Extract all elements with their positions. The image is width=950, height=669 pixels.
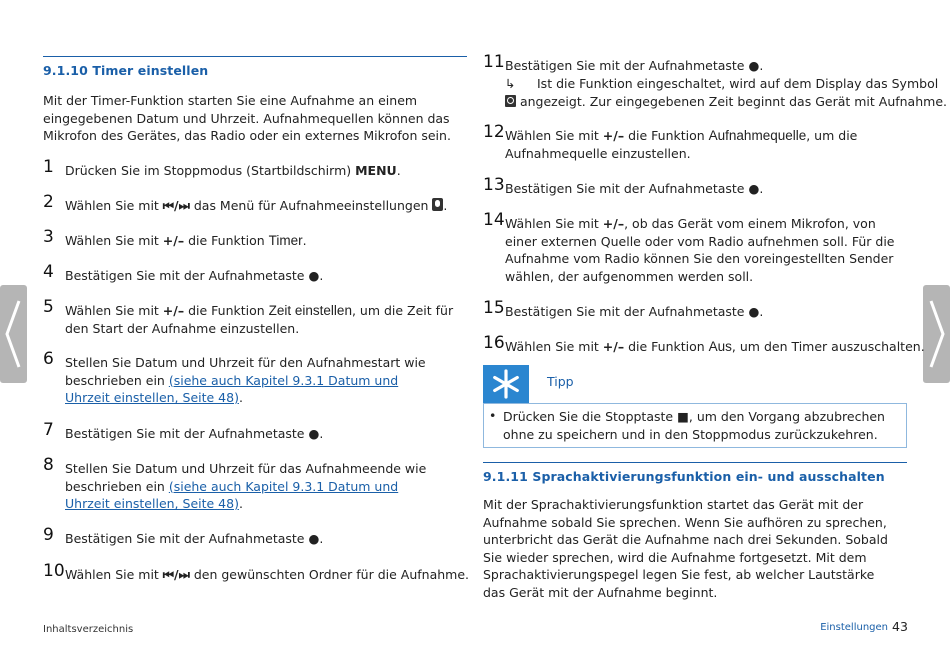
mic-settings-icon bbox=[432, 198, 443, 211]
chapter-name: Einstellungen bbox=[820, 622, 888, 633]
timer-intro: Mit der Timer-Funktion starten Sie eine Aufnahme an einem eingegebenen Datum und Uhrzeit. Aufnahmequellen können das Mikrofon des Gerätes, das Radio oder ein externes Mikrofon sein. bbox=[43, 93, 451, 143]
step-result: Ist die Funktion eingeschaltet, wird auf dem Display das Symbol bbox=[537, 76, 939, 91]
step-text: die Funktion bbox=[184, 303, 269, 318]
plus-minus-keys: +/– bbox=[602, 339, 625, 354]
step-number: 8 bbox=[43, 455, 54, 475]
step-text: . bbox=[759, 181, 764, 196]
step-number: 7 bbox=[43, 420, 54, 440]
tip-header bbox=[483, 365, 907, 403]
step-text: . bbox=[759, 58, 764, 73]
step-number: 16 bbox=[483, 333, 505, 353]
step-number: 2 bbox=[43, 192, 54, 212]
step-number: 14 bbox=[483, 210, 505, 230]
record-key-icon: ● bbox=[748, 304, 760, 319]
step-11 bbox=[483, 52, 947, 111]
step-number: 6 bbox=[43, 349, 54, 369]
step-number: 12 bbox=[483, 122, 505, 142]
step-number: 13 bbox=[483, 175, 505, 195]
timer-display-icon bbox=[505, 95, 516, 107]
plus-minus-keys: +/– bbox=[162, 303, 185, 318]
step-14 bbox=[483, 210, 907, 287]
step-number: 15 bbox=[483, 298, 505, 318]
link-date-time-chapter[interactable]: (siehe auch Kapitel 9.3.1 Datum und Uhrzeit einstellen, Seite 48) bbox=[65, 372, 399, 405]
step-number: 5 bbox=[43, 297, 54, 317]
record-key-icon: ● bbox=[308, 531, 320, 546]
step-text: . bbox=[302, 233, 307, 248]
step-text: Wählen Sie mit bbox=[505, 128, 603, 143]
step-result-cont bbox=[505, 93, 947, 111]
section-title-timer: 9.1.10 Timer einstellen bbox=[43, 63, 209, 78]
function-name: Aus bbox=[708, 339, 732, 354]
section-title-voice-activation: 9.1.11 Sprachaktivierungsfunktion ein- und ausschalten bbox=[483, 469, 885, 484]
next-page-arrow-icon bbox=[927, 299, 946, 369]
step-text: Wählen Sie mit bbox=[65, 303, 163, 318]
prev-page-tab[interactable] bbox=[0, 285, 27, 383]
step-text: , ob das Gerät vom einem Mikrofon, von einer externen Quelle oder vom Radio aufnehmen soll. Für die Aufnahme vom Radio können Sie den voreingestellten Sender wählen, der aufgenommen werden soll. bbox=[505, 216, 895, 284]
tip-text bbox=[503, 408, 900, 443]
step-text: . bbox=[319, 426, 324, 441]
tip-text-part: , um den Vorgang abzubrechen ohne zu speichern und in den Stoppmodus zurückzukehren. bbox=[503, 409, 885, 442]
step-text: . bbox=[238, 390, 243, 405]
tip-box bbox=[483, 365, 907, 448]
prev-page-arrow-icon bbox=[4, 299, 23, 369]
step-text: , um die Aufnahmequelle einzustellen. bbox=[505, 128, 858, 161]
step-text: Bestätigen Sie mit der Aufnahmetaste bbox=[65, 268, 309, 283]
step-8 bbox=[43, 455, 467, 515]
menu-key: MENU bbox=[355, 163, 397, 178]
stop-key-icon: ■ bbox=[677, 409, 689, 424]
step-6 bbox=[43, 349, 467, 409]
function-name: Aufnahmequelle bbox=[708, 128, 807, 143]
step-text: . bbox=[319, 531, 324, 546]
step-text: , um die Zeit für den Start der Aufnahme einzustellen. bbox=[65, 303, 454, 336]
step-text: angezeigt. Zur eingegebenen Zeit beginnt das Gerät mit Aufnahme. bbox=[516, 94, 947, 109]
step-number: 11 bbox=[483, 52, 505, 72]
step-text: . bbox=[396, 163, 401, 178]
next-page-tab[interactable] bbox=[923, 285, 950, 383]
skip-keys: ⏮/⏭ bbox=[162, 567, 190, 582]
step-text: Wählen Sie mit bbox=[65, 233, 163, 248]
step-5 bbox=[43, 297, 467, 338]
record-key-icon: ● bbox=[308, 426, 320, 441]
tip-body bbox=[483, 403, 907, 448]
step-text: Wählen Sie mit bbox=[65, 567, 163, 582]
step-text: die Funktion bbox=[624, 339, 709, 354]
plus-minus-keys: +/– bbox=[162, 233, 185, 248]
function-name: Zeit einstellen bbox=[268, 303, 352, 318]
tip-bullet: • bbox=[489, 408, 497, 423]
step-text: die Funktion bbox=[624, 128, 709, 143]
step-text: Bestätigen Sie mit der Aufnahmetaste bbox=[505, 58, 749, 73]
step-text: Wählen Sie mit bbox=[505, 339, 603, 354]
step-number: 4 bbox=[43, 262, 54, 282]
step-text: Bestätigen Sie mit der Aufnahmetaste bbox=[505, 304, 749, 319]
step-number: 3 bbox=[43, 227, 54, 247]
plus-minus-keys: +/– bbox=[602, 216, 625, 231]
link-date-time-chapter[interactable]: (siehe auch Kapitel 9.3.1 Datum und Uhrzeit einstellen, Seite 48) bbox=[65, 478, 399, 511]
step-text: . bbox=[759, 304, 764, 319]
step-text: Stellen Sie Datum und Uhrzeit für das Aufnahmeende wie beschrieben ein bbox=[65, 461, 427, 494]
skip-keys: ⏮/⏭ bbox=[162, 198, 190, 213]
step-text: Wählen Sie mit bbox=[505, 216, 603, 231]
function-name: Timer bbox=[268, 233, 303, 248]
step-text: Bestätigen Sie mit der Aufnahmetaste bbox=[65, 426, 309, 441]
step-number: 10 bbox=[43, 561, 65, 581]
record-key-icon: ● bbox=[308, 268, 320, 283]
tip-text-part: Drücken Sie die Stopptaste bbox=[503, 409, 678, 424]
tip-asterisk-icon bbox=[483, 365, 529, 403]
step-text: den gewünschten Ordner für die Aufnahme. bbox=[189, 567, 470, 582]
record-key-icon: ● bbox=[748, 58, 760, 73]
plus-minus-keys: +/– bbox=[602, 128, 625, 143]
record-key-icon: ● bbox=[748, 181, 760, 196]
step-text: die Funktion bbox=[184, 233, 269, 248]
step-text: Stellen Sie Datum und Uhrzeit für den Aufnahmestart wie beschrieben ein bbox=[65, 355, 426, 388]
step-text: . bbox=[319, 268, 324, 283]
result-arrow-icon: ↳ bbox=[505, 76, 516, 91]
step-12 bbox=[483, 122, 907, 163]
step-text: Bestätigen Sie mit der Aufnahmetaste bbox=[65, 531, 309, 546]
step-text: Bestätigen Sie mit der Aufnahmetaste bbox=[505, 181, 749, 196]
voice-activation-intro: Mit der Sprachaktivierungsfunktion startet das Gerät mit der Aufnahme sobald Sie sprechen. Wenn Sie aufhören zu sprechen, unterbricht das Gerät die Aufnahme nach drei Sekunden. Sobald Sie wieder sprechen, wird die Aufnahme fortgesetzt. Mit dem Sprachaktivierungspegel legen Sie fest, ab welcher Lautstärke das Gerät mit der Aufnahme beginnt. bbox=[483, 497, 888, 600]
step-text: Wählen Sie mit bbox=[65, 198, 163, 213]
step-number: 1 bbox=[43, 157, 54, 177]
section-rule-right bbox=[483, 462, 907, 463]
section-rule-left bbox=[43, 56, 467, 57]
step-number: 9 bbox=[43, 525, 54, 545]
tip-label: Tipp bbox=[547, 374, 574, 389]
step-text: Drücken Sie im Stoppmodus (Startbildschirm) bbox=[65, 163, 356, 178]
toc-link[interactable]: Inhaltsverzeichnis bbox=[43, 624, 134, 635]
step-text: . bbox=[238, 496, 243, 511]
step-text: , um den Timer auszuschalten. bbox=[731, 339, 925, 354]
page-number: 43 bbox=[892, 619, 908, 634]
step-text: das Menü für Aufnahmeeinstellungen bbox=[189, 198, 429, 213]
